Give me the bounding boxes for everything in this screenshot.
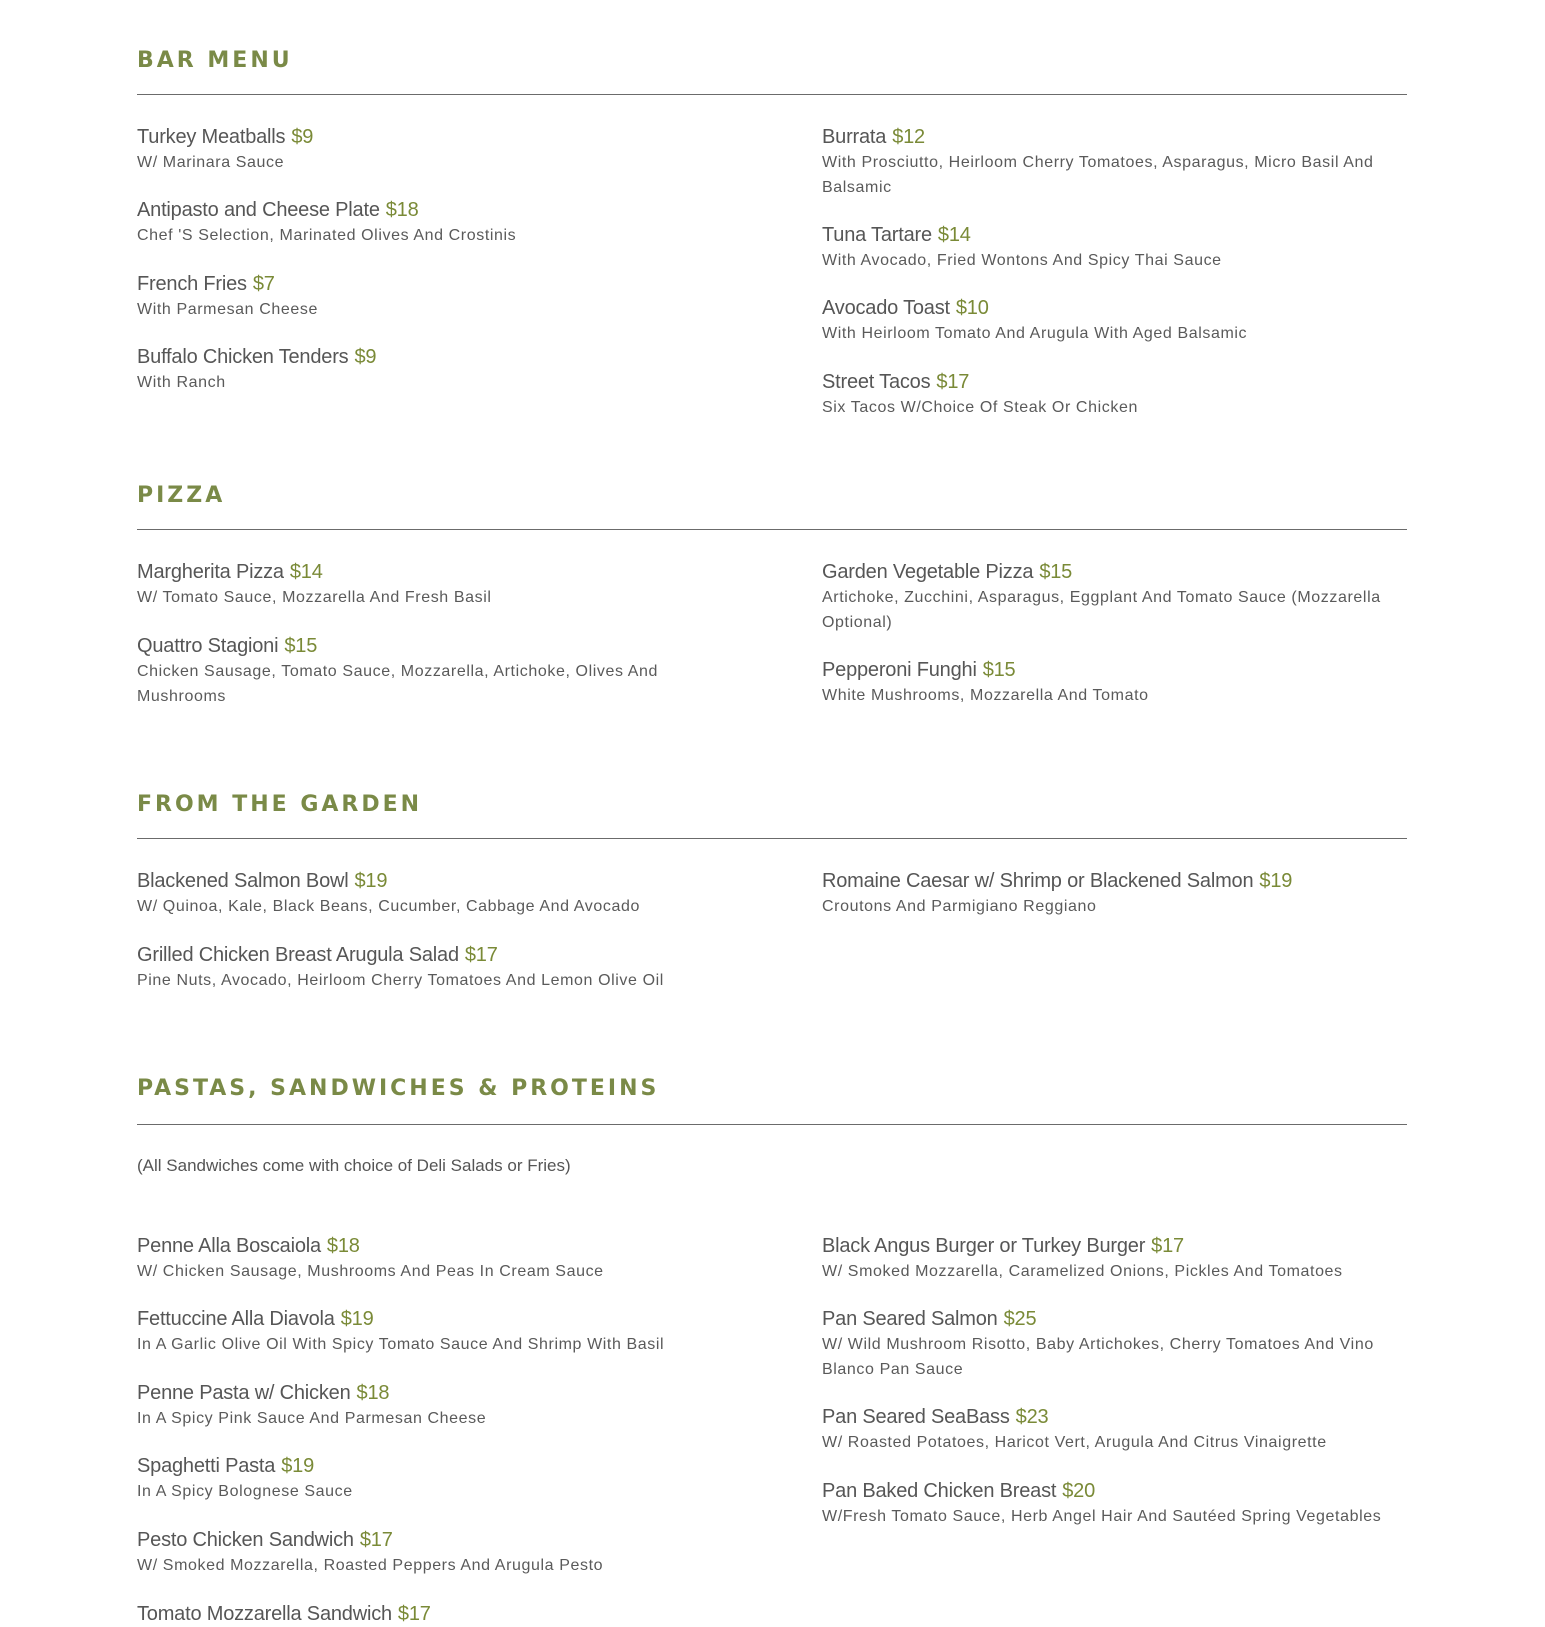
- section-pastas: [137, 1076, 1407, 1625]
- menu-item-heading: [137, 1306, 737, 1332]
- menu-item-description: W/Fresh Tomato Sauce, Herb Angel Hair And Sautéed Spring Vegetables: [822, 1508, 1382, 1525]
- menu-item-description: W/ Quinoa, Kale, Black Beans, Cucumber, Cabbage And Avocado: [137, 898, 640, 915]
- menu-item: [822, 222, 1407, 273]
- menu-item: [822, 369, 1407, 420]
- menu-item: [137, 942, 737, 993]
- menu-item-price: $17: [464, 944, 498, 966]
- menu-item: [137, 633, 737, 709]
- section-garden: [137, 792, 1407, 989]
- menu-item-heading: [137, 1527, 737, 1553]
- menu-item-name: Margherita Pizza: [137, 561, 284, 583]
- menu-item-name: Quattro Stagioni: [137, 635, 279, 657]
- section-pizza: [137, 483, 1407, 705]
- menu-item-heading: [822, 1233, 1407, 1259]
- menu-item-heading: [822, 124, 1407, 150]
- menu-item-name: Garden Vegetable Pizza: [822, 561, 1034, 583]
- menu-item-price: $10: [955, 297, 989, 319]
- menu-item-description: W/ Roasted Potatoes, Haricot Vert, Arugula And Citrus Vinaigrette: [822, 1434, 1327, 1451]
- menu-item-name: Pepperoni Funghi: [822, 659, 977, 681]
- section-title: FROM THE GARDEN: [137, 792, 423, 817]
- menu-item-price: $19: [281, 1455, 314, 1477]
- menu-item-description: Croutons And Parmigiano Reggiano: [822, 898, 1097, 915]
- menu-item: [137, 1306, 737, 1357]
- menu-item-price: $19: [340, 1308, 374, 1330]
- menu-item-heading: [137, 633, 737, 659]
- menu-item-name: Buffalo Chicken Tenders: [137, 346, 349, 368]
- menu-item: [822, 1478, 1407, 1529]
- menu-item-name: Tomato Mozzarella Sandwich: [137, 1603, 392, 1625]
- menu-item-price: $15: [1039, 561, 1073, 583]
- section-bar: [137, 48, 1407, 416]
- menu-item-name: Burrata: [822, 126, 887, 148]
- menu-item: [137, 1601, 737, 1627]
- menu-item-heading: [822, 1404, 1407, 1430]
- menu-item-heading: [822, 222, 1407, 248]
- menu-item-description: With Heirloom Tomato And Arugula With Aged Balsamic: [822, 325, 1248, 342]
- menu-item-price: $25: [1003, 1308, 1037, 1330]
- menu-item-description: W/ Marinara Sauce: [137, 154, 285, 171]
- menu-item-name: Turkey Meatballs: [137, 126, 286, 148]
- menu-item-price: $17: [397, 1603, 431, 1625]
- menu-item-price: $23: [1015, 1406, 1049, 1428]
- menu-item-heading: [822, 1478, 1407, 1504]
- menu-item-price: $17: [359, 1529, 393, 1551]
- menu-item-heading: [822, 295, 1407, 321]
- menu-item-description: With Avocado, Fried Wontons And Spicy Thai Sauce: [822, 252, 1222, 269]
- menu-item-heading: [137, 344, 737, 370]
- menu-item-name: Fettuccine Alla Diavola: [137, 1308, 335, 1330]
- menu-item-name: Spaghetti Pasta: [137, 1455, 276, 1477]
- menu-item-heading: [137, 559, 737, 585]
- menu-item-price: $15: [284, 635, 318, 657]
- menu-item-description: In A Spicy Bolognese Sauce: [137, 1483, 353, 1500]
- menu-item-name: French Fries: [137, 273, 247, 295]
- menu-item-price: $14: [289, 561, 323, 583]
- menu-item-description: Six Tacos W/Choice Of Steak Or Chicken: [822, 399, 1138, 416]
- menu-item-description: Chef 'S Selection, Marinated Olives And Crostinis: [137, 227, 517, 244]
- menu-item-heading: [137, 1453, 737, 1479]
- menu-item-price: $18: [356, 1382, 390, 1404]
- menu-item-price: $19: [1259, 870, 1293, 892]
- menu-item-description: Chicken Sausage, Tomato Sauce, Mozzarella, Artichoke, Olives And Mushrooms: [137, 663, 659, 705]
- menu-item-name: Pan Baked Chicken Breast: [822, 1480, 1057, 1502]
- section-divider: [137, 529, 1407, 530]
- menu-item-heading: [137, 868, 737, 894]
- menu-item-description: W/ Chicken Sausage, Mushrooms And Peas In Cream Sauce: [137, 1263, 604, 1280]
- menu-item-name: Black Angus Burger or Turkey Burger: [822, 1235, 1146, 1257]
- menu-item-price: $19: [354, 870, 388, 892]
- menu-item-price: $12: [892, 126, 925, 148]
- menu-item: [137, 1233, 737, 1284]
- menu-item-heading: [137, 942, 737, 968]
- menu-item: [822, 868, 1407, 919]
- menu-item-price: $9: [291, 126, 314, 148]
- menu-item-heading: [137, 271, 737, 297]
- menu-item: [822, 295, 1407, 346]
- menu-item: [822, 559, 1407, 635]
- menu-item-name: Penne Pasta w/ Chicken: [137, 1382, 351, 1404]
- menu-item: [137, 1453, 737, 1504]
- section-divider: [137, 94, 1407, 95]
- menu-item-description: In A Garlic Olive Oil With Spicy Tomato Sauce And Shrimp With Basil: [137, 1336, 665, 1353]
- section-note: (All Sandwiches come with choice of Deli Salads or Fries): [137, 1156, 571, 1175]
- menu-item: [137, 559, 737, 610]
- menu-item-price: $18: [385, 199, 419, 221]
- menu-item-name: Tuna Tartare: [822, 224, 932, 246]
- menu-item-heading: [822, 657, 1407, 683]
- menu-item: [137, 271, 737, 322]
- menu-item-description: With Parmesan Cheese: [137, 301, 318, 318]
- menu-item-heading: [137, 124, 737, 150]
- menu-item-name: Avocado Toast: [822, 297, 950, 319]
- menu-item: [822, 1404, 1407, 1455]
- menu-item-heading: [822, 559, 1407, 585]
- menu-item-name: Grilled Chicken Breast Arugula Salad: [137, 944, 459, 966]
- menu-item: [137, 344, 737, 395]
- menu-item-name: Romaine Caesar w/ Shrimp or Blackened Salmon: [822, 870, 1254, 892]
- section-title: PASTAS, SANDWICHES & PROTEINS: [137, 1076, 660, 1101]
- section-divider: [137, 1124, 1407, 1125]
- menu-item-price: $15: [982, 659, 1016, 681]
- menu-item: [137, 197, 737, 248]
- menu-item-heading: [822, 868, 1407, 894]
- menu-item-price: $9: [354, 346, 377, 368]
- menu-item: [822, 1306, 1407, 1382]
- menu-item-description: In A Spicy Pink Sauce And Parmesan Cheese: [137, 1410, 487, 1427]
- menu-item-name: Pesto Chicken Sandwich: [137, 1529, 354, 1551]
- menu-item: [137, 1527, 737, 1578]
- menu-item-description: Artichoke, Zucchini, Asparagus, Eggplant And Tomato Sauce (Mozzarella Optional): [822, 589, 1381, 631]
- menu-item-price: $20: [1062, 1480, 1096, 1502]
- menu-item-name: Street Tacos: [822, 371, 931, 393]
- menu-item-description: Pine Nuts, Avocado, Heirloom Cherry Tomatoes And Lemon Olive Oil: [137, 972, 664, 989]
- menu-item-description: W/ Tomato Sauce, Mozzarella And Fresh Basil: [137, 589, 492, 606]
- menu-item-price: $17: [936, 371, 970, 393]
- menu-item-name: Pan Seared SeaBass: [822, 1406, 1010, 1428]
- menu-item-heading: [137, 1601, 737, 1627]
- menu-item-price: $7: [252, 273, 275, 295]
- menu-item-price: $18: [326, 1235, 360, 1257]
- menu-item: [137, 1380, 737, 1431]
- menu-item-name: Antipasto and Cheese Plate: [137, 199, 380, 221]
- menu-item-heading: [137, 1380, 737, 1406]
- menu-item-description: W/ Smoked Mozzarella, Roasted Peppers And Arugula Pesto: [137, 1557, 604, 1574]
- menu-item-description: W/ Smoked Mozzarella, Caramelized Onions, Pickles And Tomatoes: [822, 1263, 1343, 1280]
- menu-item-heading: [137, 1233, 737, 1259]
- section-title: PIZZA: [137, 483, 226, 508]
- menu-item-heading: [137, 197, 737, 223]
- menu-item-description: W/ Wild Mushroom Risotto, Baby Artichokes, Cherry Tomatoes And Vino Blanco Pan Sauce: [822, 1336, 1374, 1378]
- menu-item: [822, 657, 1407, 708]
- menu-item: [137, 868, 737, 919]
- menu-item-heading: [822, 369, 1407, 395]
- menu-item-description: With Ranch: [137, 374, 226, 391]
- menu-item-name: Penne Alla Boscaiola: [137, 1235, 321, 1257]
- menu-item: [822, 124, 1407, 200]
- section-divider: [137, 838, 1407, 839]
- menu-item-description: With Prosciutto, Heirloom Cherry Tomatoes, Asparagus, Micro Basil And Balsamic: [822, 154, 1374, 196]
- menu-item-price: $14: [937, 224, 971, 246]
- menu-item-name: Blackened Salmon Bowl: [137, 870, 349, 892]
- menu-item: [137, 124, 737, 175]
- menu-item-price: $17: [1151, 1235, 1184, 1257]
- menu-item-name: Pan Seared Salmon: [822, 1308, 998, 1330]
- section-title: BAR MENU: [137, 48, 293, 73]
- menu-item-heading: [822, 1306, 1407, 1332]
- menu-item-description: White Mushrooms, Mozzarella And Tomato: [822, 687, 1149, 704]
- menu-item: [822, 1233, 1407, 1284]
